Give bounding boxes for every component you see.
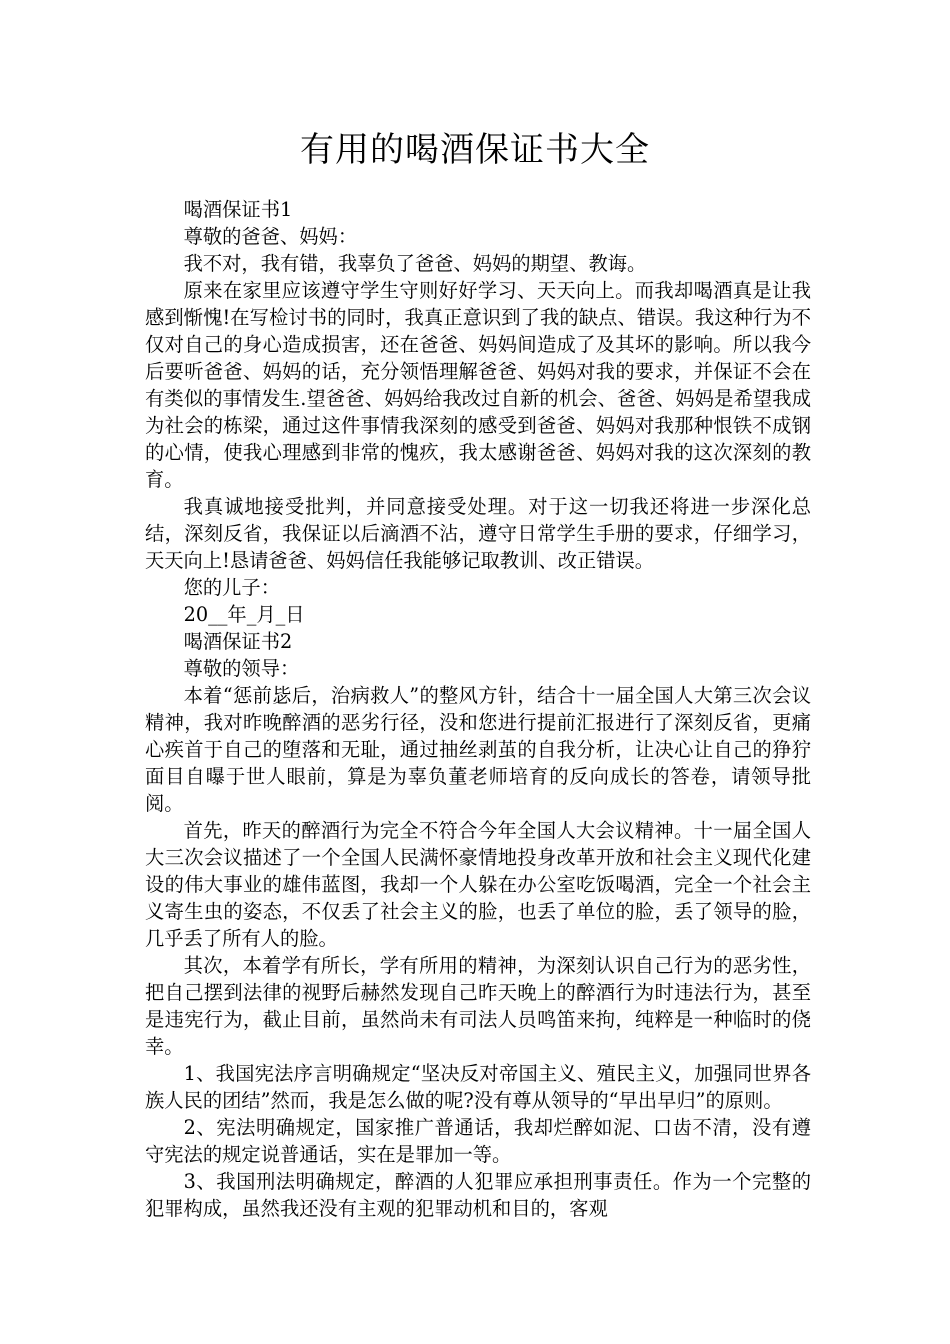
- paragraph: 原来在家里应该遵守学生守则好好学习、天天向上。而我却喝酒真是让我感到惭愧!在写检讨书的同时，我真正意识到了我的缺点、错误。我这种行为不仅对自己的身心造成损害，还在爸爸、妈妈间造成了及其坏的影响。所以我今后要听爸爸、妈妈的话，充分领悟理解爸爸、妈妈对我的要求，并保证不会在有类似的事情发生.望爸爸、妈妈给我改过自新的机会、爸爸、妈妈是希望我成为社会的栋梁，通过这件事情我深刻的感受到爸爸、妈妈对我那种恨铁不成钢的心情，使我心理感到非常的愧疚，我太感谢爸爸、妈妈对我的这次深刻的教育。: [145, 279, 811, 491]
- signature-line: 您的儿子：: [183, 576, 280, 599]
- list-item: 2、宪法明确规定，国家推广普通话，我却烂醉如泥、口齿不清，没有遵守宪法的规定说普通话，实在是罪加一等。: [145, 1116, 811, 1166]
- paragraph: 其次，本着学有所长，学有所用的精神，为深刻认识自己行为的恶劣性，把自己摆到法律的视野后赫然发现自己昨天晚上的醉酒行为时违法行为，甚至是违宪行为，截止目前，虽然尚未有司法人员鸣笛来拘，纯粹是一种临时的侥幸。: [145, 954, 811, 1058]
- document-body: [145, 196, 811, 1222]
- salutation-parents: 尊敬的爸爸、妈妈：: [183, 225, 358, 248]
- document-title: 有用的喝酒保证书大全: [300, 130, 650, 170]
- date-line: 20__年_月_日: [183, 603, 305, 626]
- list-item: 1、我国宪法序言明确规定“坚决反对帝国主义、殖民主义，加强同世界各族人民的团结”然而，我是怎么做的呢?没有尊从领导的“早出早归”的原则。: [145, 1062, 811, 1112]
- paragraph: 首先，昨天的醉酒行为完全不符合今年全国人大会议精神。十一届全国人大三次会议描述了一个全国人民满怀豪情地投身改革开放和社会主义现代化建设的伟大事业的雄伟蓝图，我却一个人躲在办公室吃饭喝酒，完全一个社会主义寄生虫的姿态，不仅丢了社会主义的脸，也丢了单位的脸，丢了领导的脸，几乎丢了所有人的脸。: [145, 819, 811, 950]
- list-item: 3、我国刑法明确规定，醉酒的人犯罪应承担刑事责任。作为一个完整的犯罪构成，虽然我还没有主观的犯罪动机和目的，客观: [145, 1170, 811, 1220]
- paragraph: 我真诚地接受批判，并同意接受处理。对于这一切我还将进一步深化总结，深刻反省，我保证以后滴酒不沾，遵守日常学生手册的要求，仔细学习，天天向上!恳请爸爸、妈妈信任我能够记取教训、改正错误。: [145, 495, 811, 572]
- heading-letter-2: 喝酒保证书2: [183, 630, 293, 653]
- paragraph: 我不对，我有错，我辜负了爸爸、妈妈的期望、教诲。: [183, 252, 647, 275]
- paragraph: 本着“惩前毖后，治病救人”的整风方针，结合十一届全国人大第三次会议精神，我对昨晚醉酒的恶劣行径，没和您进行提前汇报进行了深刻反省，更痛心疾首于自己的堕落和无耻，通过抽丝剥茧的自我分析，让决心让自己的狰狞面目自曝于世人眼前，算是为辜负董老师培育的反向成长的答卷，请领导批阅。: [145, 684, 811, 815]
- heading-letter-1: 喝酒保证书1: [183, 198, 293, 221]
- salutation-leader: 尊敬的领导：: [183, 657, 300, 680]
